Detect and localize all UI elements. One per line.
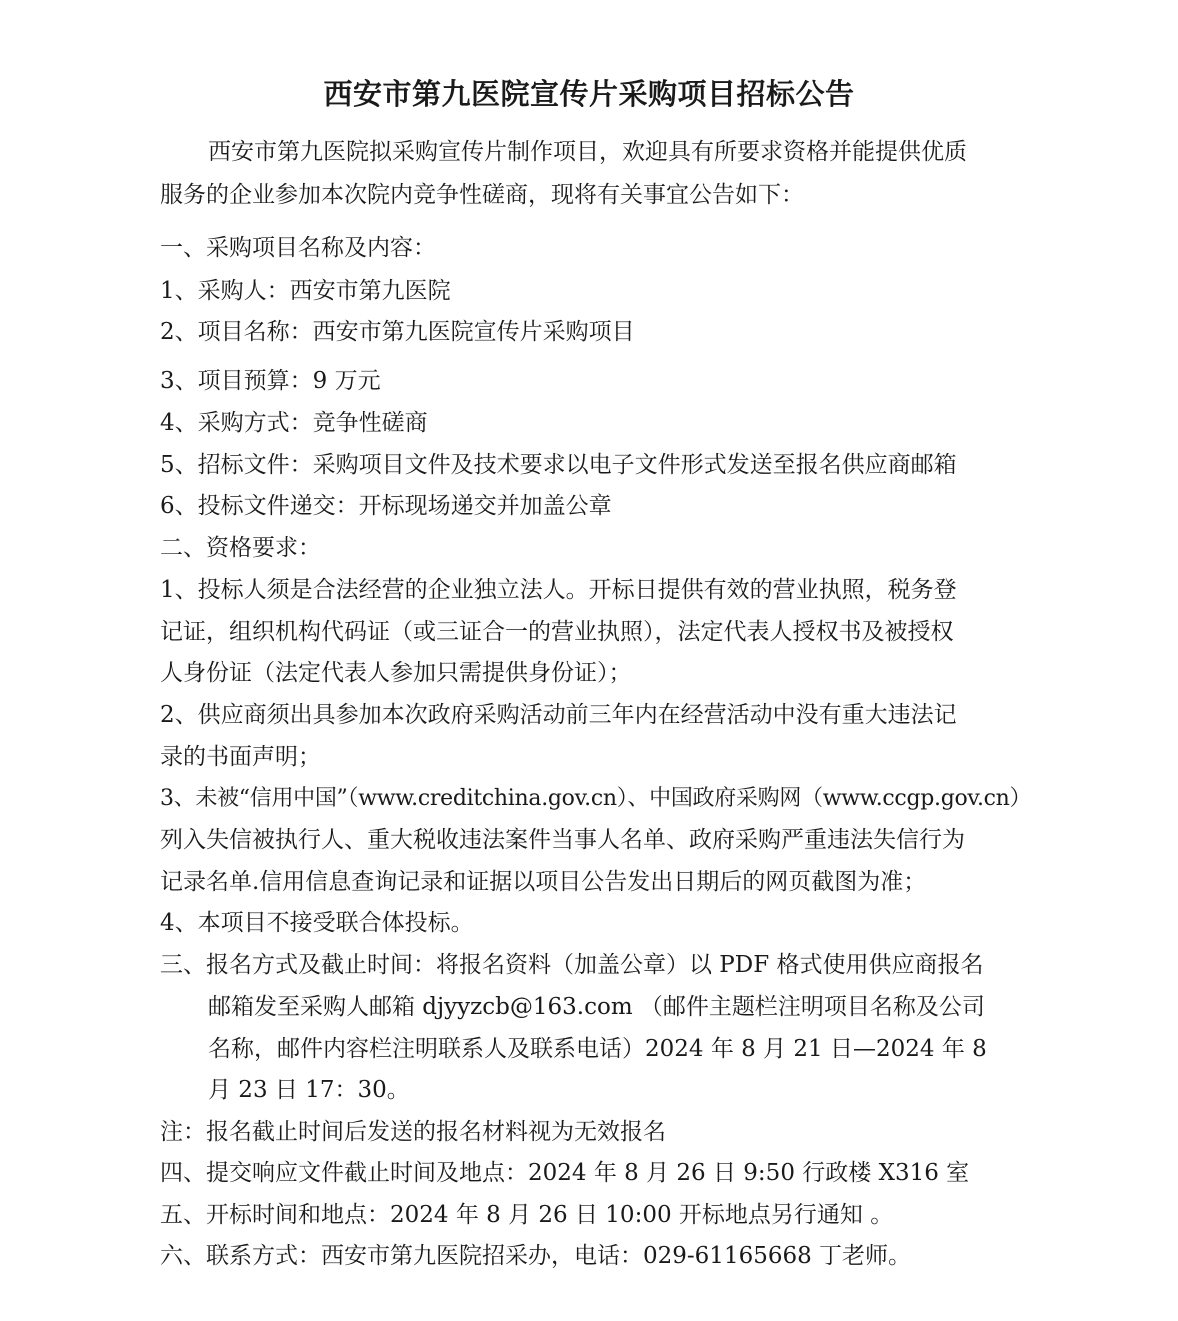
requirement-1-line: 人身份证（法定代表人参加只需提供身份证）； [160,660,632,686]
requirement-3-line: 列入失信被执行人、重大税收违法案件当事人名单、政府采购严重违法失信行为 [160,827,965,853]
requirement-1-line: 1、投标人须是合法经营的企业独立法人。开标日提供有效的营业执照，税务登 [160,577,957,603]
note-line: 注：报名截止时间后发送的报名材料视为无效报名 [160,1119,666,1145]
requirement-3-line: 记录名单.信用信息查询记录和证据以项目公告发出日期后的网页截图为准； [160,869,927,895]
requirement-3-line: 3、未被“信用中国”（www.creditchina.gov.cn）、中国政府采购网（www.ccgp.gov.cn） [160,786,1032,811]
section1-item: 2、项目名称：西安市第九医院宣传片采购项目 [160,319,635,345]
section1-item: 1、采购人：西安市第九医院 [160,278,451,304]
requirement-2-line: 2、供应商须出具参加本次政府采购活动前三年内在经营活动中没有重大违法记 [160,702,957,728]
section3-line: 名称，邮件内容栏注明联系人及联系电话）2024 年 8 月 21 日—2024 年 8 [208,1036,987,1062]
section4-line: 四、提交响应文件截止时间及地点：2024 年 8 月 26 日 9:50 行政楼 X316 室 [160,1160,970,1186]
section3-line: 月 23 日 17：30。 [208,1077,410,1103]
section1-item: 6、投标文件递交：开标现场递交并加盖公章 [160,493,612,519]
intro-line-1: 西安市第九医院拟采购宣传片制作项目，欢迎具有所要求资格并能提供优质 [208,139,967,165]
page-title: 西安市第九医院宣传片采购项目招标公告 [323,77,855,111]
section5-line: 五、开标时间和地点：2024 年 8 月 26 日 10:00 开标地点另行通知 。 [160,1202,894,1228]
section3-line: 三、报名方式及截止时间：将报名资料（加盖公章）以 PDF 格式使用供应商报名 [160,952,984,978]
section1-item: 5、招标文件：采购项目文件及技术要求以电子文件形式发送至报名供应商邮箱 [160,452,957,478]
requirement-2-line: 录的书面声明； [160,744,321,770]
section1-item: 4、采购方式：竞争性磋商 [160,410,428,436]
section6-line: 六、联系方式：西安市第九医院招采办，电话：029-61165668 丁老师。 [160,1243,912,1269]
section3-line: 邮箱发至采购人邮箱 djyyzcb@163.com （邮件主题栏注明项目名称及公司 [208,994,985,1020]
section2-heading: 二、资格要求： [160,535,321,561]
requirement-4-line: 4、本项目不接受联合体投标。 [160,910,474,936]
section1-heading: 一、采购项目名称及内容： [160,235,436,261]
requirement-1-line: 记证，组织机构代码证（或三证合一的营业执照），法定代表人授权书及被授权 [160,619,954,645]
section1-item: 3、项目预算：9 万元 [160,368,381,394]
intro-line-2: 服务的企业参加本次院内竞争性磋商，现将有关事宜公告如下： [160,182,804,208]
